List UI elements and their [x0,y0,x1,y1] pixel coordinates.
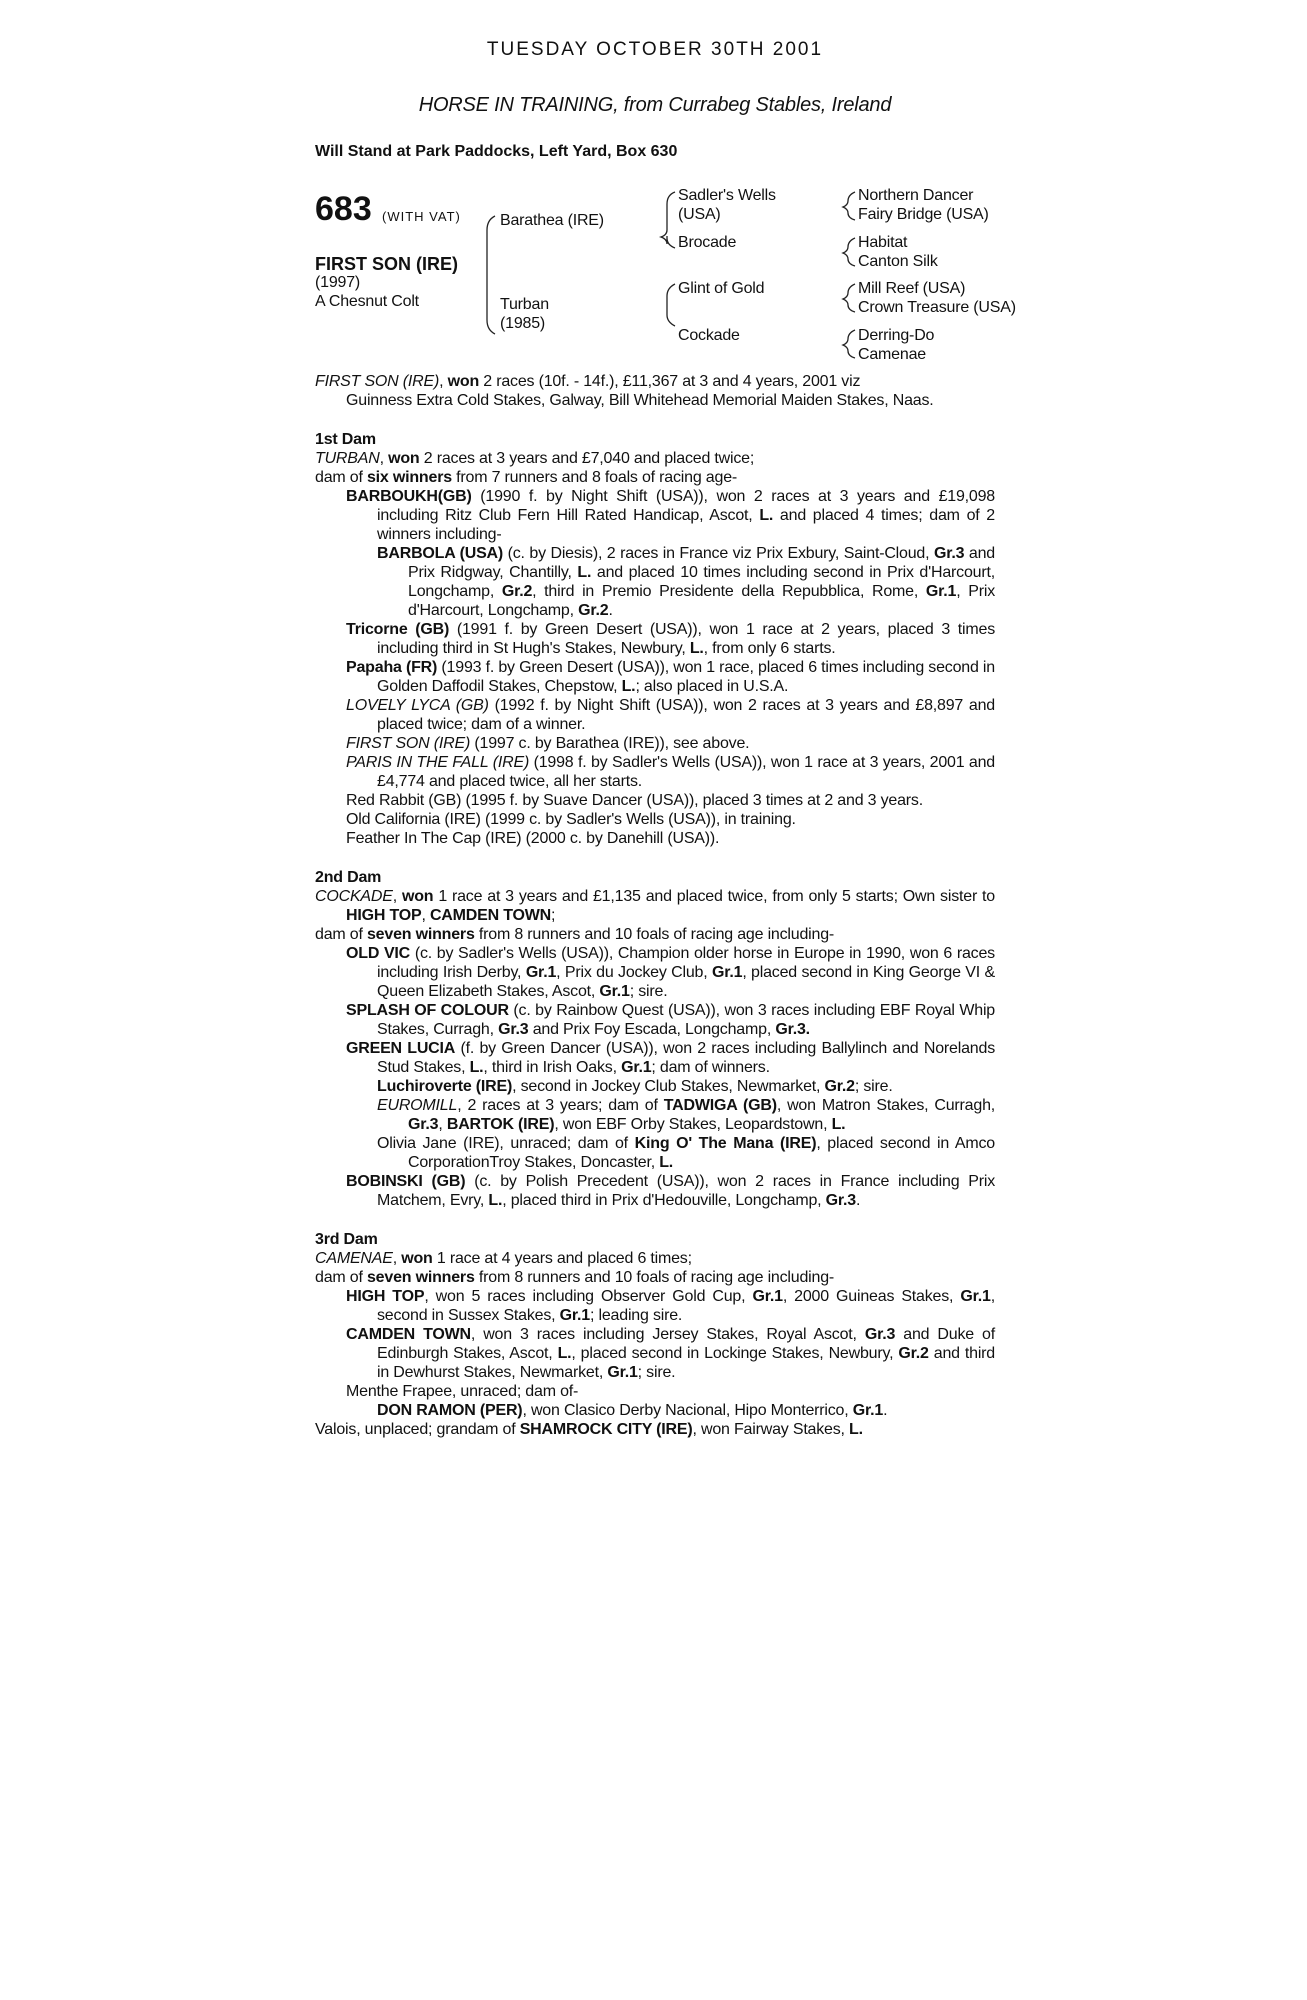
produce-don-ramon: DON RAMON (PER), won Clasico Derby Nacional, Hipo Monterrico, Gr.1. [377,1402,888,1419]
produce-papaha: Papaha (FR) (1993 f. by Green Desert (USA)), won 1 race, placed 6 times including second in Golden Daffodil Stakes, Chepstow, L.; also placed in U.S.A. [346,659,995,695]
first-dam-produce: dam of six winners from 7 runners and 8 foals of racing age- [315,469,738,486]
third-dam-line: CAMENAE, won 1 race at 4 years and placed 6 times; [315,1250,692,1267]
horse-year: (1997) [315,274,361,291]
produce-barboukh: BARBOUKH(GB) (1990 f. by Night Shift (USA)), won 2 races at 3 years and £19,098 including Ritz Club Fern Hill Rated Handicap, Ascot, L. and placed 4 times; dam of 2 winners including- [346,488,995,543]
vat-note: (WITH VAT) [382,209,461,224]
summary-line: FIRST SON (IRE), won 2 races (10f. - 14f.), £11,367 at 3 and 4 years, 2001 viz [315,373,861,390]
produce-green-lucia: GREEN LUCIA (f. by Green Dancer (USA)), won 2 races including Ballylinch and Norelands Stud Stakes, L., third in Irish Oaks, Gr.1; dam of winners. [346,1040,995,1076]
produce-bobinski: BOBINSKI (GB) (c. by Polish Precedent (USA)), won 2 races in France including Prix Matchem, Evry, L., placed third in Prix d'Hedouville, Longchamp, Gr.3. [346,1173,995,1209]
first-dam-line: TURBAN, won 2 races at 3 years and £7,040 and placed twice; [315,450,755,467]
summary-text: 2 races (10f. - 14f.), £11,367 at 3 and 4 years, 2001 viz [479,373,861,390]
pedigree-sdd: Canton Silk [858,253,938,270]
summary-won: won [447,373,480,390]
produce-first-son: FIRST SON (IRE) (1997 c. by Barathea (IRE)), see above. [346,735,750,752]
bracket-ds [843,284,855,312]
sire-parents-bracket [661,192,675,248]
pedigree-dss: Mill Reef (USA) [858,280,966,297]
first-dam-heading: 1st Dam [315,431,376,448]
stand-location: Will Stand at Park Paddocks, Left Yard, Box 630 [315,143,678,160]
horse-name: FIRST SON (IRE) [315,254,458,274]
pedigree-dsd: Crown Treasure (USA) [858,299,1016,316]
lot-subtitle: HORSE IN TRAINING, from Currabeg Stables, Ireland [418,94,892,116]
produce-old-vic: OLD VIC (c. by Sadler's Wells (USA)), Champion older horse in Europe in 1990, won 6 races including Irish Derby, Gr.1, Prix du Jockey Club, Gr.1, placed second in King George VI & Queen Elizabeth Stakes, Ascot, Gr.1; sire. [346,945,995,1000]
lot-number: 683 [315,190,372,228]
pedigree-ssd: Fairy Bridge (USA) [858,206,989,223]
second-dam-line: COCKADE, won 1 race at 3 years and £1,135 and placed twice, from only 5 starts; Own sister to HIGH TOP, CAMDEN TOWN; [315,888,995,924]
pedigree-sds: Habitat [858,234,908,251]
pedigree-dam: Turban [500,296,549,313]
catalogue-body [315,372,995,1439]
produce-feather-in-the-cap: Feather In The Cap (IRE) (2000 c. by Danehill (USA)). [346,830,720,847]
pedigree-dam-sire: Glint of Gold [678,280,765,297]
summary-races: Guinness Extra Cold Stakes, Galway, Bill Whitehead Memorial Maiden Stakes, Naas. [346,392,934,409]
pedigree-sire-sire: Sadler's Wells [678,187,776,204]
pedigree-ddd: Camenae [858,346,926,363]
third-dam-heading: 3rd Dam [315,1231,378,1248]
bracket-dd [843,330,855,358]
dam-name: TURBAN [315,450,380,467]
produce-old-california: Old California (IRE) (1999 c. by Sadler's Wells (USA)), in training. [346,811,796,828]
produce-splash-of-colour: SPLASH OF COLOUR (c. by Rainbow Quest (USA)), won 3 races including EBF Royal Whip Stakes, Curragh, Gr.3 and Prix Foy Escada, Longchamp, Gr.3. [346,1002,995,1038]
produce-high-top: HIGH TOP, won 5 races including Observer Gold Cup, Gr.1, 2000 Guineas Stakes, Gr.1, second in Sussex Stakes, Gr.1; leading sire. [346,1288,995,1324]
produce-euromill: EUROMILL, 2 races at 3 years; dam of TADWIGA (GB), won Matron Stakes, Curragh, Gr.3, BARTOK (IRE), won EBF Orby Stakes, Leopardstown, L. [377,1097,996,1133]
pedigree-sss: Northern Dancer [858,187,974,204]
sale-date: TUESDAY OCTOBER 30TH 2001 [486,39,824,60]
third-dam-produce: dam of seven winners from 8 runners and 10 foals of racing age including- [315,1269,835,1286]
bracket-sd [843,238,855,266]
pedigree-sire-dam: Brocade [678,234,737,251]
pedigree-dds: Derring-Do [858,327,935,344]
horse-description: A Chesnut Colt [315,293,419,310]
produce-olivia-jane: Olivia Jane (IRE), unraced; dam of King O' The Mana (IRE), placed second in Amco CorporationTroy Stakes, Doncaster, L. [377,1135,995,1171]
produce-luchiroverte: Luchiroverte (IRE), second in Jockey Club Stakes, Newmarket, Gr.2; sire. [377,1078,893,1095]
produce-paris-in-the-fall: PARIS IN THE FALL (IRE) (1998 f. by Sadler's Wells (USA)), won 1 race at 3 years, 2001 and £4,774 and placed twice, all her starts. [346,754,995,790]
pedigree-sire: Barathea (IRE) [500,212,604,229]
bracket-ss [843,192,855,220]
produce-camden-town: CAMDEN TOWN, won 3 races including Jersey Stakes, Royal Ascot, Gr.3 and Duke of Edinburgh Stakes, Ascot, L., placed second in Lockinge Stakes, Newbury, Gr.2 and third in Dewhurst Stakes, Newmarket, Gr.1; sire. [346,1326,995,1381]
pedigree-sire-sire-country: (USA) [678,206,721,223]
produce-lovely-lyca: LOVELY LYCA (GB) (1992 f. by Night Shift (USA)), won 2 races at 3 years and £8,897 and placed twice; dam of a winner. [346,697,995,733]
produce-tricorne: Tricorne (GB) (1991 f. by Green Desert (USA)), won 1 race at 2 years, placed 3 times including third in St Hugh's Stakes, Newbury, L., from only 6 starts. [346,621,995,657]
produce-valois: Valois, unplaced; grandam of SHAMROCK CITY (IRE), won Fairway Stakes, L. [315,1421,863,1438]
second-dam-produce: dam of seven winners from 8 runners and 10 foals of racing age including- [315,926,835,943]
produce-menthe-frapee: Menthe Frapee, unraced; dam of- [346,1383,579,1400]
pedigree-dam-year: (1985) [500,315,546,332]
second-dam-heading: 2nd Dam [315,869,382,886]
pedigree-dam-dam: Cockade [678,327,740,344]
summary-horse-name: FIRST SON (IRE) [315,373,440,390]
produce-red-rabbit: Red Rabbit (GB) (1995 f. by Suave Dancer (USA)), placed 3 times at 2 and 3 years. [346,792,923,809]
produce-barbola: BARBOLA (USA) (c. by Diesis), 2 races in France viz Prix Exbury, Saint-Cloud, Gr.3 and Prix Ridgway, Chantilly, L. and placed 10 times including second in Prix d'Harcourt, Longchamp, Gr.2, third in Premio Presidente della Repubblica, Rome, Gr.1, Prix d'Harcourt, Longchamp, Gr.2. [377,545,995,619]
sire-dam-bracket [487,216,495,334]
dam-parents-bracket [667,284,675,326]
